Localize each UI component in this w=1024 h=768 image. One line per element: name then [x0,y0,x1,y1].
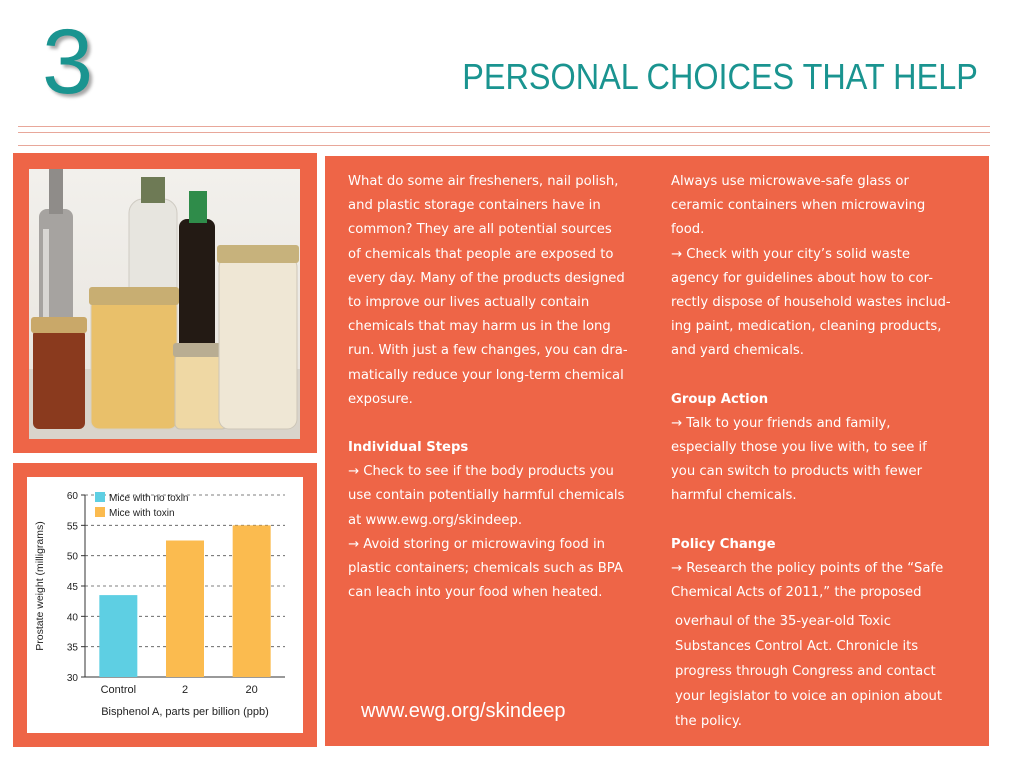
text-line: to improve our lives actually contain [348,295,590,311]
text-line: common? They are all potential sources [348,222,612,238]
text-line: → Talk to your friends and family, [671,415,891,431]
text-line: overhaul of the 35-year-old Toxic [675,614,891,629]
slide-number: 3 [42,11,94,113]
text-line: can leach into your food when heated. [348,585,603,601]
group-action-heading: Group Action [671,391,769,407]
y-tick-label: 30 [66,673,78,684]
text-line: your legislator to voice an opinion about [675,689,943,704]
text-line: What do some air fresheners, nail polish, [348,174,619,189]
chart-card [27,477,303,733]
bar-2 [166,541,204,678]
policy-continuation-text [675,609,981,734]
bar-20 [233,525,271,677]
spacer [671,509,979,533]
x-tick-label: 20 [245,684,258,696]
y-tick-label: 60 [66,491,78,502]
x-axis-label: Bisphenol A, parts per billion (ppb) [101,706,269,718]
y-tick-label: 55 [66,521,78,533]
text-line: exposure. [348,391,413,407]
text-line: harmful chemicals. [671,488,797,504]
y-axis-label: Prostate weight (milligrams) [34,521,46,651]
text-line: Substances Control Act. Chronicle its [675,639,919,654]
text-line: progress through Congress and contact [675,664,936,679]
legend-swatch [95,507,105,517]
microwave-disposal-text [671,170,979,364]
y-tick-label: 45 [66,582,78,593]
y-tick-label: 50 [66,551,78,563]
x-tick-label: Control [100,684,137,696]
text-line: Always use microwave-safe glass or [671,174,909,189]
text-line: every day. Many of the products designed [348,270,625,286]
text-line: run. With just a few changes, you can dra- [348,343,628,359]
policy-change-heading: Policy Change [671,536,776,552]
text-line: → Check with your city’s solid waste [671,246,911,262]
text-line: the policy. [675,714,742,729]
text-line: agency for guidelines about how to cor- [671,270,933,286]
text-line: → Check to see if the body products you [348,464,614,480]
kitchen-containers-photo [29,169,300,439]
intro-paragraph [348,170,648,412]
text-line: and plastic storage containers have in [348,198,601,214]
legend-swatch [95,492,105,502]
text-line: at www.ewg.org/skindeep. [348,512,523,528]
text-line: rectly dispose of household wastes includ- [671,295,951,311]
legend-label: Mice with toxin [109,508,175,519]
text-line: ing paint, medication, cleaning products, [671,319,942,335]
prostate-weight-chart [27,477,303,733]
text-line: food. [671,222,705,238]
text-line: use contain potentially harmful chemicals [348,488,625,504]
legend-label: Mice with no toxin [109,493,189,504]
individual-steps-heading: Individual Steps [348,440,469,456]
chart-frame [13,463,317,747]
group-action-text [671,412,979,509]
policy-change-text [671,557,979,605]
ewg-link[interactable]: www.ewg.org/skindeep [361,700,566,722]
right-text-column [671,170,979,605]
text-line: chemicals that may harm us in the long [348,319,611,335]
text-line: Chemical Acts of 2011,” the proposed [671,585,922,601]
text-line: plastic containers; chemicals such as BPA [348,561,623,577]
text-line: and yard chemicals. [671,343,804,359]
text-line: → Avoid storing or microwaving food in [348,536,605,552]
text-line: → Research the policy points of the “Safe [671,560,944,576]
text-line: especially those you live with, to see if [671,440,927,456]
divider-line [18,126,990,127]
bar-control [99,595,137,677]
text-line: matically reduce your long-term chemical [348,367,624,383]
y-tick-label: 35 [66,642,78,654]
text-line: of chemicals that people are exposed to [348,246,614,262]
y-tick-label: 40 [66,612,78,624]
left-text-column [348,170,648,605]
text-line: you can switch to products with fewer [671,464,923,480]
text-line: ceramic containers when microwaving [671,198,926,214]
slide-title: PERSONAL CHOICES THAT HELP [462,56,978,97]
photo-frame [13,153,317,453]
spacer [348,412,648,436]
text-panel [325,156,989,746]
x-tick-label: 2 [181,684,189,696]
spacer [671,364,979,388]
individual-steps-text [348,460,648,605]
divider-line [18,132,990,133]
divider-line [18,145,990,146]
